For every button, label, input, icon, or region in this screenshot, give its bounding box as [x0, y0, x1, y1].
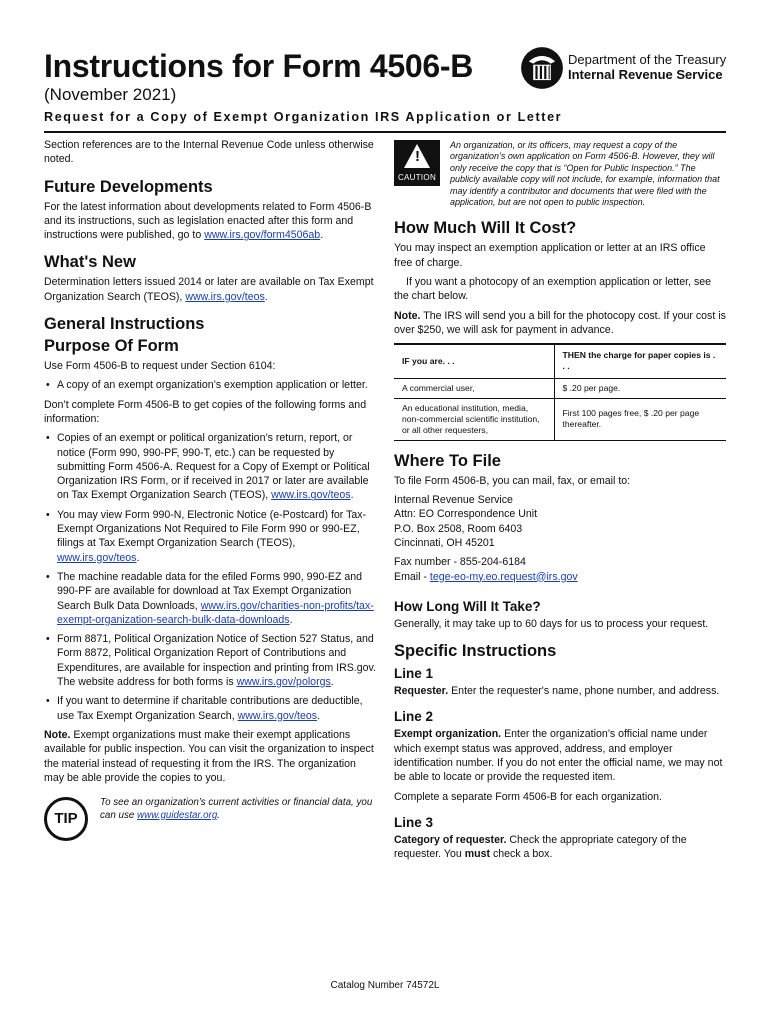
- teos-link[interactable]: www.irs.gov/teos: [237, 709, 318, 722]
- line2-text: [394, 727, 726, 784]
- irs-eagle-logo-icon: [520, 46, 564, 90]
- cost-note-text: The IRS will send you a bill for the photocopy cost. If your cost is over $250, we will ask for payment in advance.: [394, 309, 726, 336]
- list-item: • The machine readable data for the efiled Forms 990, 990-EZ and 990-PF are available for download at Tax Exempt Organization Search Bulk Data Downloads, www.irs.gov/charities-non-profits/tax-exempt-organization-search-bulk-data-downloads.: [44, 570, 378, 627]
- mailing-address: [394, 493, 726, 550]
- list-item: • A copy of an exempt organization’s exemption application or letter.: [44, 378, 378, 392]
- table-cell: A commercial user,: [394, 378, 554, 398]
- tip-body: To see an organization’s current activities or financial data, you can use: [100, 797, 373, 821]
- teos-link[interactable]: www.irs.gov/teos: [185, 290, 265, 303]
- bullet-text: You may view Form 990-N, Electronic Notice (e-Postcard) for Tax-Exempt Organizations Not Required to File Form 990 or 990-EZ, filings at Tax Exempt Organization Search (TEOS),: [57, 508, 367, 550]
- line2-text-2: Complete a separate Form 4506-B for each organization.: [394, 790, 662, 803]
- address-line: Attn: EO Correspondence Unit: [394, 508, 538, 521]
- future-developments-heading: Future Developments: [44, 177, 213, 196]
- address-line: Cincinnati, OH 45201: [394, 536, 495, 549]
- email-line: [394, 570, 726, 584]
- email-link[interactable]: tege-eo-my.eo.request@irs.gov: [429, 570, 578, 583]
- note-text: Exempt organizations must make their exempt applications available for public inspection. You can visit the organization to inspect the material instead of requesting it from the IRS. The organization may be able provide the copies to you.: [44, 728, 374, 784]
- teos-link[interactable]: www.irs.gov/teos: [57, 551, 137, 564]
- bullet-text: The machine readable data for the efiled Forms 990, 990-EZ and 990-PF are available for download at Tax Exempt Organization Search Bulk Data Downloads,: [57, 570, 363, 612]
- form4506ab-link[interactable]: www.irs.gov/form4506ab: [204, 229, 321, 242]
- agency-name: [568, 52, 726, 82]
- line3-body-a: Check the appropriate category of the requester. You: [394, 833, 687, 861]
- cost-heading: How Much Will It Cost?: [394, 219, 577, 238]
- whats-new-text: Determination letters issued 2014 or later are available on Tax Exempt Organization Search (TEOS), www.irs.gov/teos.: [44, 276, 374, 303]
- note-label: Note.: [394, 309, 421, 322]
- bulk-data-link[interactable]: www.irs.gov/charities-non-profits/tax-exempt-organization-search-bulk-data-downloads: [57, 599, 374, 626]
- line3-text: [394, 833, 726, 862]
- note-label: Note.: [44, 728, 71, 741]
- bullet-text: Form 8871, Political Organization Notice of Section 527 Status, and Form 8872, Political Organization Report of Contributions and Expenditures, are available for inspection and printing from IRS.gov. The website address for both forms is: [57, 633, 376, 689]
- line1-body: Enter the requester's name, phone number, and address.: [448, 685, 720, 698]
- left-column: [44, 138, 378, 841]
- list-item: • Copies of an exempt or political organization’s return, report, or notice (Form 990, 990-PF, 990-T, etc.) can be requested by submitting Form 4506-A. Request for a Copy of Exempt or Political Organization IRS Form, or if received in 2017 or later are available on Tax Exempt Organization Search (TEOS), www.irs.gov/teos.: [44, 431, 378, 502]
- exclamation-icon: !: [415, 148, 420, 165]
- specific-instructions-heading: Specific Instructions: [394, 642, 557, 661]
- table-cell: An educational institution, media, non-commercial scientific institution, or all other requesters,: [394, 398, 554, 440]
- new-text: Determination letters issued 2014 or later are available on Tax Exempt Organization Search (TEOS),: [44, 276, 374, 303]
- caution-icon: [394, 140, 440, 186]
- where-to-file-heading: Where To File: [394, 451, 501, 470]
- form-subtitle: Request for a Copy of Exempt Organization IRS Application or Letter: [44, 110, 563, 124]
- table-header: THEN the charge for paper copies is . . .: [554, 344, 726, 378]
- dept-line-1: Department of the Treasury: [568, 52, 727, 67]
- table-row: [394, 398, 726, 440]
- general-instructions-heading: General Instructions: [44, 315, 205, 334]
- header-divider: [44, 131, 726, 133]
- dept-line-2: Internal Revenue Service: [568, 67, 723, 82]
- polorgs-link[interactable]: www.irs.gov/polorgs: [236, 676, 331, 689]
- how-long-heading: How Long Will It Take?: [394, 598, 541, 614]
- where-to-file-text: To file Form 4506-B, you can mail, fax, or email to:: [394, 474, 631, 487]
- catalog-number: Catalog Number 74572L: [330, 980, 440, 991]
- cost-table: [394, 343, 726, 441]
- table-cell: $ .20 per page.: [554, 378, 726, 398]
- dont-complete-text: Don’t complete Form 4506-B to get copies of the following forms and information:: [44, 398, 367, 425]
- bullet-text: Copies of an exempt or political organization’s return, report, or notice (Form 990, 990-PF, 990-T, etc.) can be requested by submitting Form 4506-A. Request for a Copy of Exempt or Political Organization IRS Form, or if received in 2017 or later are available on Tax Exempt Organization Search (TEOS),: [57, 432, 370, 502]
- fax-number: Fax number - 855-204-6184: [394, 556, 526, 569]
- cost-note: [394, 309, 726, 338]
- table-header: IF you are. . .: [394, 344, 554, 378]
- teos-link[interactable]: www.irs.gov/teos: [271, 489, 351, 502]
- caution-text: An organization, or its officers, may request a copy of the organization’s own application on Form 4506-B. However, they will only receive the copy that is “Open for Public Inspection.” The publicly available copy will not include, for example, information that may identify a contributor and documents that were filed with the application, but are not open to public inspection.: [450, 140, 720, 208]
- cost-text-2: If you want a photocopy of an exemption application or letter, see the chart below.: [394, 276, 712, 303]
- note-paragraph: [44, 728, 378, 785]
- purpose-heading: Purpose Of Form: [44, 337, 179, 356]
- line1-label: Requester.: [394, 685, 449, 698]
- tip-icon: TIP: [44, 797, 88, 841]
- contact-info: [394, 555, 726, 584]
- future-developments-text: For the latest information about developments related to Form 4506-B and its instructions, such as legislation enacted after this form and instructions were published, go to www.irs.gov/form4506ab.: [44, 200, 372, 242]
- list-item: • Form 8871, Political Organization Notice of Section 527 Status, and Form 8872, Political Organization Report of Contributions and Expenditures, are available for inspection and printing from IRS.gov. The website address for both forms is www.irs.gov/polorgs.: [44, 632, 378, 689]
- tip-box: [44, 797, 378, 841]
- purpose-text: Use Form 4506-B to request under Section 6104:: [44, 360, 276, 373]
- must-emphasis: must: [464, 848, 490, 861]
- list-item: • If you want to determine if charitable contributions are deductible, use Tax Exempt Organization Search, www.irs.gov/teos.: [44, 694, 378, 723]
- how-long-text: Generally, it may take up to 60 days for us to process your request.: [394, 617, 709, 630]
- email-prefix: Email -: [394, 570, 430, 583]
- table-row: [394, 378, 726, 398]
- line1-heading: Line 1: [394, 666, 434, 682]
- address-line: P.O. Box 2508, Room 6403: [394, 522, 523, 535]
- line3-label: Category of requester.: [394, 833, 507, 846]
- line3-heading: Line 3: [394, 814, 434, 830]
- right-column: [394, 138, 726, 866]
- page-title: Instructions for Form 4506-B: [44, 48, 474, 84]
- guidestar-link[interactable]: www.guidestar.org: [137, 809, 218, 821]
- future-text: For the latest information about developments related to Form 4506-B and its instructions, such as legislation enacted after this form and instructions were published, go to: [44, 200, 372, 242]
- table-cell: First 100 pages free, $ .20 per page thereafter.: [554, 398, 726, 440]
- whats-new-heading: What's New: [44, 253, 136, 272]
- bullet-text: If you want to determine if charitable contributions are deductible, use Tax Exempt Organization Search,: [57, 695, 363, 722]
- line2-heading: Line 2: [394, 709, 434, 725]
- revision-date: (November 2021): [44, 85, 177, 104]
- cost-text-1: You may inspect an exemption application or letter at an IRS office free of charge.: [394, 242, 706, 269]
- list-item: • You may view Form 990-N, Electronic Notice (e-Postcard) for Tax-Exempt Organizations Not Required to File Form 990 or 990-EZ, filings at Tax Exempt Organization Search (TEOS), www.irs.gov/teos.: [44, 508, 378, 565]
- table-header-row: [394, 344, 726, 378]
- line2-body: Enter the organization’s official name under which exempt status was approved, address, and employer identification number. If you do not enter the official name, we may not be able to locate or provide the requested item.: [394, 728, 723, 784]
- line3-body-b: check a box.: [490, 848, 553, 861]
- line2-label: Exempt organization.: [394, 728, 502, 741]
- tip-text: To see an organization’s current activities or financial data, you can use www.guidestar.org.: [100, 797, 373, 821]
- address-line: Internal Revenue Service: [394, 494, 513, 507]
- line1-text: [394, 684, 726, 698]
- intro-text: Section references are to the Internal Revenue Code unless otherwise noted.: [44, 139, 374, 166]
- caution-box: [394, 140, 726, 208]
- caution-label: CAUTION: [397, 172, 437, 182]
